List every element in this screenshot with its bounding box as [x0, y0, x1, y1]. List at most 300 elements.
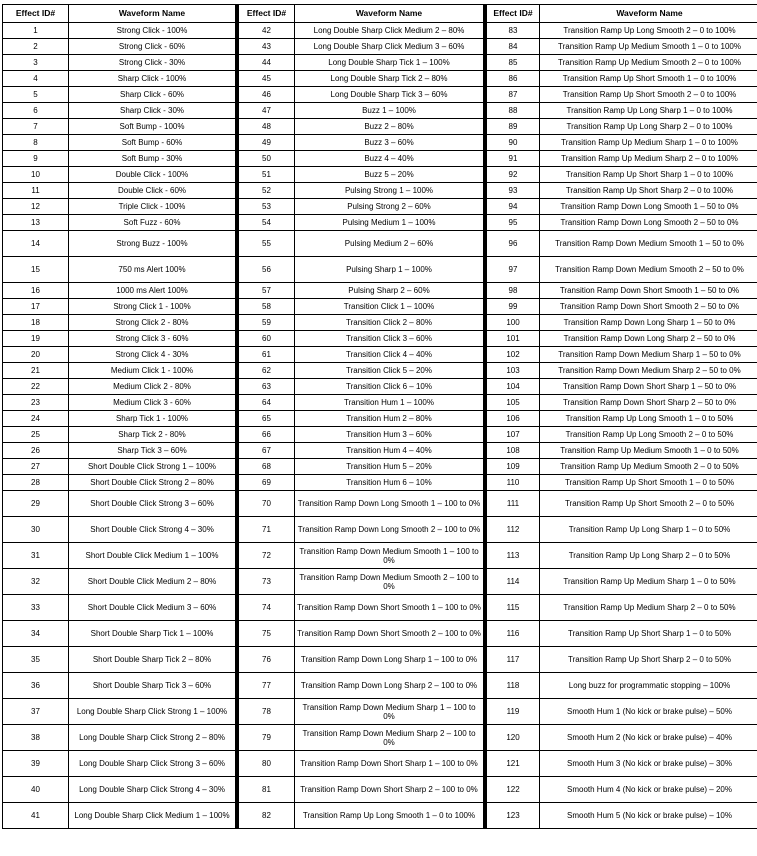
- table-row: [238, 411, 484, 427]
- table-row: [238, 215, 484, 231]
- effect-id-cell: 81: [238, 777, 295, 803]
- effect-id-cell: 88: [486, 103, 540, 119]
- effect-id-cell: 66: [238, 427, 295, 443]
- effect-id-cell: 33: [3, 595, 69, 621]
- table-row: [238, 135, 484, 151]
- table-row: [238, 283, 484, 299]
- table-row: [486, 199, 757, 215]
- table-row: [3, 199, 236, 215]
- effect-id-cell: 70: [238, 491, 295, 517]
- effect-id-cell: 22: [3, 379, 69, 395]
- table-row: [486, 23, 757, 39]
- waveform-name-cell: Pulsing Sharp 1 – 100%: [295, 257, 484, 283]
- effect-id-cell: 93: [486, 183, 540, 199]
- table-row: [3, 151, 236, 167]
- effect-id-cell: 10: [3, 167, 69, 183]
- waveform-name-cell: Transition Ramp Down Medium Smooth 2 – 100 to 0%: [295, 569, 484, 595]
- waveform-name-cell: Transition Hum 1 – 100%: [295, 395, 484, 411]
- waveform-name-cell: Short Double Click Strong 3 – 60%: [69, 491, 236, 517]
- effect-id-cell: 39: [3, 751, 69, 777]
- table-row: [3, 427, 236, 443]
- waveform-name-cell: Long Double Sharp Click Strong 4 – 30%: [69, 777, 236, 803]
- waveform-name-cell: Transition Ramp Down Medium Sharp 1 – 50 to 0%: [540, 347, 757, 363]
- waveform-name-cell: Smooth Hum 2 (No kick or brake pulse) – 40%: [540, 725, 757, 751]
- effect-id-cell: 117: [486, 647, 540, 673]
- waveform-name-cell: Transition Ramp Down Long Sharp 1 – 50 to 0%: [540, 315, 757, 331]
- effect-id-cell: 32: [3, 569, 69, 595]
- effect-id-cell: 63: [238, 379, 295, 395]
- effect-id-cell: 18: [3, 315, 69, 331]
- effect-id-cell: 7: [3, 119, 69, 135]
- table-row: [238, 151, 484, 167]
- table-row: [486, 71, 757, 87]
- effect-id-cell: 82: [238, 803, 295, 829]
- effect-id-cell: 109: [486, 459, 540, 475]
- table-row: [486, 621, 757, 647]
- table-row: [3, 257, 236, 283]
- effect-id-cell: 26: [3, 443, 69, 459]
- effect-id-cell: 116: [486, 621, 540, 647]
- table-row: [486, 517, 757, 543]
- effect-id-cell: 31: [3, 543, 69, 569]
- table-row: [486, 39, 757, 55]
- table-row: [3, 673, 236, 699]
- waveform-name-cell: Long Double Sharp Tick 1 – 100%: [295, 55, 484, 71]
- effect-id-cell: 111: [486, 491, 540, 517]
- effect-id-cell: 9: [3, 151, 69, 167]
- waveform-name-cell: Buzz 5 – 20%: [295, 167, 484, 183]
- effect-id-cell: 16: [3, 283, 69, 299]
- effect-id-cell: 79: [238, 725, 295, 751]
- table-row: [238, 569, 484, 595]
- waveform-name-cell: Smooth Hum 4 (No kick or brake pulse) – 20%: [540, 777, 757, 803]
- effect-id-cell: 55: [238, 231, 295, 257]
- waveform-name-cell: Transition Ramp Up Long Sharp 1 – 0 to 50%: [540, 517, 757, 543]
- table-row: [3, 621, 236, 647]
- effect-id-cell: 105: [486, 395, 540, 411]
- effect-id-cell: 84: [486, 39, 540, 55]
- waveform-name-cell: Long Double Sharp Click Medium 2 – 80%: [295, 23, 484, 39]
- effect-id-cell: 96: [486, 231, 540, 257]
- waveform-name-cell: Pulsing Medium 1 – 100%: [295, 215, 484, 231]
- effect-id-cell: 119: [486, 699, 540, 725]
- effect-id-cell: 1: [3, 23, 69, 39]
- table-row: [486, 231, 757, 257]
- table-row: [238, 621, 484, 647]
- table-row: [486, 595, 757, 621]
- table-row: [3, 183, 236, 199]
- waveform-name-header: Waveform Name: [295, 5, 484, 23]
- waveform-name-cell: Buzz 1 – 100%: [295, 103, 484, 119]
- effect-id-cell: 85: [486, 55, 540, 71]
- table-row: [486, 167, 757, 183]
- waveform-name-cell: Transition Ramp Down Short Sharp 1 – 50 to 0%: [540, 379, 757, 395]
- waveform-name-cell: Transition Click 6 – 10%: [295, 379, 484, 395]
- effect-id-cell: 27: [3, 459, 69, 475]
- table-row: [486, 151, 757, 167]
- effect-id-cell: 65: [238, 411, 295, 427]
- waveform-name-cell: Transition Ramp Up Long Sharp 2 – 0 to 50%: [540, 543, 757, 569]
- waveform-name-cell: Transition Ramp Up Medium Sharp 1 – 0 to 50%: [540, 569, 757, 595]
- table-row: [238, 395, 484, 411]
- table-row: [486, 135, 757, 151]
- waveform-name-cell: Smooth Hum 3 (No kick or brake pulse) – 30%: [540, 751, 757, 777]
- table-block-1: [2, 4, 236, 829]
- effect-id-cell: 106: [486, 411, 540, 427]
- waveform-name-cell: Pulsing Strong 2 – 60%: [295, 199, 484, 215]
- effect-id-cell: 14: [3, 231, 69, 257]
- waveform-name-cell: Medium Click 1 - 100%: [69, 363, 236, 379]
- waveform-name-cell: Transition Ramp Up Short Sharp 1 – 0 to 100%: [540, 167, 757, 183]
- waveform-name-cell: Transition Ramp Up Short Smooth 2 – 0 to 50%: [540, 491, 757, 517]
- table-row: [486, 103, 757, 119]
- table-row: [3, 517, 236, 543]
- table-row: [238, 673, 484, 699]
- waveform-name-cell: Long Double Sharp Tick 2 – 80%: [295, 71, 484, 87]
- waveform-name-cell: Double Click - 100%: [69, 167, 236, 183]
- table-row: [3, 283, 236, 299]
- table-row: [486, 777, 757, 803]
- table-row: [3, 299, 236, 315]
- table-row: [3, 119, 236, 135]
- table-row: [486, 215, 757, 231]
- waveform-name-cell: Smooth Hum 5 (No kick or brake pulse) – 10%: [540, 803, 757, 829]
- waveform-name-cell: Strong Click 2 - 80%: [69, 315, 236, 331]
- waveform-name-cell: Transition Hum 4 – 40%: [295, 443, 484, 459]
- waveform-name-cell: Transition Ramp Down Long Smooth 1 – 50 to 0%: [540, 199, 757, 215]
- waveform-name-header: Waveform Name: [540, 5, 757, 23]
- waveform-name-cell: Transition Ramp Down Medium Smooth 2 – 50 to 0%: [540, 257, 757, 283]
- table-row: [486, 55, 757, 71]
- waveform-name-cell: Transition Ramp Down Long Smooth 2 – 100 to 0%: [295, 517, 484, 543]
- table-row: [486, 395, 757, 411]
- waveform-name-cell: Sharp Tick 1 - 100%: [69, 411, 236, 427]
- table-row: [3, 725, 236, 751]
- effect-id-cell: 89: [486, 119, 540, 135]
- table-row: [238, 459, 484, 475]
- effect-id-cell: 95: [486, 215, 540, 231]
- effect-id-cell: 112: [486, 517, 540, 543]
- effect-id-cell: 68: [238, 459, 295, 475]
- effect-id-cell: 110: [486, 475, 540, 491]
- table-row: [238, 257, 484, 283]
- effect-id-cell: 13: [3, 215, 69, 231]
- table-row: [238, 443, 484, 459]
- waveform-name-cell: 1000 ms Alert 100%: [69, 283, 236, 299]
- waveform-name-cell: Soft Bump - 30%: [69, 151, 236, 167]
- table-row: [238, 87, 484, 103]
- waveform-name-cell: Pulsing Medium 2 – 60%: [295, 231, 484, 257]
- waveform-name-cell: Transition Ramp Down Long Smooth 2 – 50 to 0%: [540, 215, 757, 231]
- table-row: [238, 167, 484, 183]
- waveform-name-cell: Transition Ramp Down Medium Sharp 2 – 50 to 0%: [540, 363, 757, 379]
- effect-id-cell: 104: [486, 379, 540, 395]
- waveform-name-cell: Double Click - 60%: [69, 183, 236, 199]
- waveform-name-cell: Transition Ramp Down Medium Sharp 2 – 100 to 0%: [295, 725, 484, 751]
- effect-id-cell: 94: [486, 199, 540, 215]
- waveform-name-cell: Transition Ramp Down Short Smooth 1 – 100 to 0%: [295, 595, 484, 621]
- effect-id-cell: 75: [238, 621, 295, 647]
- waveform-name-cell: Buzz 3 – 60%: [295, 135, 484, 151]
- table-block-2: [236, 4, 484, 829]
- table-row: [238, 543, 484, 569]
- effect-id-cell: 15: [3, 257, 69, 283]
- table-row: [486, 647, 757, 673]
- waveform-name-cell: Strong Click - 30%: [69, 55, 236, 71]
- table-row: [486, 491, 757, 517]
- waveform-name-cell: Transition Click 4 – 40%: [295, 347, 484, 363]
- table-row: [486, 331, 757, 347]
- table-row: [238, 347, 484, 363]
- effect-id-cell: 72: [238, 543, 295, 569]
- waveform-name-cell: Transition Hum 6 – 10%: [295, 475, 484, 491]
- waveform-name-cell: Soft Fuzz - 60%: [69, 215, 236, 231]
- effect-id-cell: 122: [486, 777, 540, 803]
- waveform-name-cell: Soft Bump - 100%: [69, 119, 236, 135]
- waveform-name-cell: Transition Hum 2 – 80%: [295, 411, 484, 427]
- effect-id-cell: 37: [3, 699, 69, 725]
- waveform-name-cell: Strong Click - 60%: [69, 39, 236, 55]
- table-row: [3, 475, 236, 491]
- waveform-name-cell: Short Double Click Strong 2 – 80%: [69, 475, 236, 491]
- waveform-name-cell: Transition Ramp Down Short Sharp 2 – 50 to 0%: [540, 395, 757, 411]
- waveform-name-cell: Transition Ramp Up Short Sharp 2 – 0 to 50%: [540, 647, 757, 673]
- table-row: [3, 699, 236, 725]
- table-row: [238, 363, 484, 379]
- waveform-name-cell: Transition Ramp Up Long Sharp 2 – 0 to 100%: [540, 119, 757, 135]
- header-row: [3, 5, 236, 23]
- waveform-name-cell: Buzz 2 – 80%: [295, 119, 484, 135]
- table-row: [486, 283, 757, 299]
- waveform-name-cell: Transition Ramp Down Long Sharp 1 – 100 to 0%: [295, 647, 484, 673]
- waveform-name-cell: Short Double Sharp Tick 3 – 60%: [69, 673, 236, 699]
- effect-id-cell: 123: [486, 803, 540, 829]
- waveform-name-cell: Transition Ramp Up Medium Smooth 1 – 0 to 100%: [540, 39, 757, 55]
- effect-id-cell: 38: [3, 725, 69, 751]
- effect-id-cell: 100: [486, 315, 540, 331]
- table-row: [3, 459, 236, 475]
- table-row: [486, 751, 757, 777]
- effect-id-cell: 102: [486, 347, 540, 363]
- table-row: [486, 183, 757, 199]
- waveform-name-cell: Long Double Sharp Click Strong 3 – 60%: [69, 751, 236, 777]
- waveform-name-cell: Transition Click 2 – 80%: [295, 315, 484, 331]
- effect-id-cell: 51: [238, 167, 295, 183]
- table-row: [238, 517, 484, 543]
- table-row: [238, 699, 484, 725]
- table-row: [238, 331, 484, 347]
- table-block-3: [484, 4, 757, 829]
- effect-id-cell: 6: [3, 103, 69, 119]
- waveform-name-cell: Transition Ramp Up Short Smooth 1 – 0 to 50%: [540, 475, 757, 491]
- effect-id-cell: 74: [238, 595, 295, 621]
- table-row: [486, 257, 757, 283]
- table-row: [486, 673, 757, 699]
- waveform-name-cell: Transition Ramp Down Short Sharp 1 – 100 to 0%: [295, 751, 484, 777]
- effect-id-cell: 62: [238, 363, 295, 379]
- table-row: [238, 491, 484, 517]
- waveform-name-cell: Transition Ramp Down Short Sharp 2 – 100 to 0%: [295, 777, 484, 803]
- waveform-name-cell: Short Double Click Strong 1 – 100%: [69, 459, 236, 475]
- table-row: [3, 331, 236, 347]
- effect-id-cell: 71: [238, 517, 295, 543]
- table-row: [238, 315, 484, 331]
- table-row: [3, 443, 236, 459]
- table-row: [3, 751, 236, 777]
- waveform-name-cell: Medium Click 2 - 80%: [69, 379, 236, 395]
- waveform-name-cell: Sharp Click - 30%: [69, 103, 236, 119]
- table-row: [238, 23, 484, 39]
- effect-id-cell: 78: [238, 699, 295, 725]
- effect-id-cell: 118: [486, 673, 540, 699]
- table-row: [486, 699, 757, 725]
- table-row: [238, 183, 484, 199]
- table-row: [238, 427, 484, 443]
- effect-id-cell: 41: [3, 803, 69, 829]
- effect-id-cell: 36: [3, 673, 69, 699]
- table-row: [3, 647, 236, 673]
- effect-id-header: Effect ID#: [3, 5, 69, 23]
- waveform-name-cell: Long Double Sharp Tick 3 – 60%: [295, 87, 484, 103]
- effect-id-cell: 114: [486, 569, 540, 595]
- waveform-name-cell: Transition Ramp Up Long Sharp 1 – 0 to 100%: [540, 103, 757, 119]
- effect-id-cell: 97: [486, 257, 540, 283]
- waveform-name-cell: Transition Ramp Down Medium Sharp 1 – 100 to 0%: [295, 699, 484, 725]
- waveform-name-cell: Transition Click 1 – 100%: [295, 299, 484, 315]
- table-row: [486, 443, 757, 459]
- effect-id-cell: 50: [238, 151, 295, 167]
- waveform-name-cell: Transition Ramp Down Long Sharp 2 – 100 to 0%: [295, 673, 484, 699]
- effect-id-cell: 67: [238, 443, 295, 459]
- effect-id-cell: 107: [486, 427, 540, 443]
- table-row: [486, 87, 757, 103]
- waveform-name-cell: Transition Hum 3 – 60%: [295, 427, 484, 443]
- effect-id-header: Effect ID#: [486, 5, 540, 23]
- effect-id-cell: 69: [238, 475, 295, 491]
- table-row: [3, 569, 236, 595]
- effect-id-cell: 113: [486, 543, 540, 569]
- table-row: [486, 543, 757, 569]
- waveform-name-cell: Short Double Click Medium 2 – 80%: [69, 569, 236, 595]
- table-row: [238, 475, 484, 491]
- table-row: [238, 803, 484, 829]
- effect-id-cell: 46: [238, 87, 295, 103]
- effect-id-cell: 57: [238, 283, 295, 299]
- table-row: [238, 725, 484, 751]
- table-row: [486, 119, 757, 135]
- waveform-name-cell: Transition Ramp Up Medium Smooth 1 – 0 to 50%: [540, 443, 757, 459]
- table-row: [3, 411, 236, 427]
- waveform-name-cell: Sharp Tick 2 - 80%: [69, 427, 236, 443]
- waveform-name-cell: Short Double Sharp Tick 1 – 100%: [69, 621, 236, 647]
- effect-id-cell: 61: [238, 347, 295, 363]
- effect-id-cell: 90: [486, 135, 540, 151]
- waveform-name-cell: Transition Ramp Down Medium Smooth 1 – 100 to 0%: [295, 543, 484, 569]
- table-row: [238, 71, 484, 87]
- table-row: [238, 199, 484, 215]
- waveform-name-cell: Strong Click 3 - 60%: [69, 331, 236, 347]
- effect-id-cell: 56: [238, 257, 295, 283]
- waveform-name-cell: 750 ms Alert 100%: [69, 257, 236, 283]
- table-row: [3, 777, 236, 803]
- effect-id-cell: 59: [238, 315, 295, 331]
- waveform-name-cell: Transition Ramp Up Medium Sharp 2 – 0 to 100%: [540, 151, 757, 167]
- waveform-name-cell: Short Double Sharp Tick 2 – 80%: [69, 647, 236, 673]
- table-row: [238, 647, 484, 673]
- waveform-name-cell: Short Double Click Medium 3 – 60%: [69, 595, 236, 621]
- effect-id-cell: 101: [486, 331, 540, 347]
- waveform-name-cell: Pulsing Strong 1 – 100%: [295, 183, 484, 199]
- effect-id-cell: 76: [238, 647, 295, 673]
- table-row: [486, 459, 757, 475]
- waveform-name-cell: Transition Ramp Up Long Smooth 2 – 0 to 50%: [540, 427, 757, 443]
- waveform-name-cell: Medium Click 3 - 60%: [69, 395, 236, 411]
- effect-id-cell: 11: [3, 183, 69, 199]
- table-row: [238, 39, 484, 55]
- effect-id-cell: 91: [486, 151, 540, 167]
- waveform-name-cell: Transition Ramp Down Long Sharp 2 – 50 to 0%: [540, 331, 757, 347]
- effect-id-cell: 120: [486, 725, 540, 751]
- waveform-name-cell: Transition Ramp Down Short Smooth 1 – 50 to 0%: [540, 283, 757, 299]
- effect-id-cell: 54: [238, 215, 295, 231]
- effect-id-cell: 4: [3, 71, 69, 87]
- waveform-name-header: Waveform Name: [69, 5, 236, 23]
- effect-id-cell: 53: [238, 199, 295, 215]
- table-row: [238, 299, 484, 315]
- waveform-name-cell: Transition Click 5 – 20%: [295, 363, 484, 379]
- table-row: [3, 595, 236, 621]
- effect-id-cell: 83: [486, 23, 540, 39]
- waveform-name-cell: Transition Hum 5 – 20%: [295, 459, 484, 475]
- effect-id-cell: 3: [3, 55, 69, 71]
- waveform-name-cell: Strong Click - 100%: [69, 23, 236, 39]
- effect-id-cell: 86: [486, 71, 540, 87]
- waveform-name-cell: Transition Ramp Up Short Sharp 2 – 0 to 100%: [540, 183, 757, 199]
- table-row: [3, 71, 236, 87]
- table-row: [486, 475, 757, 491]
- table-row: [3, 39, 236, 55]
- effect-id-cell: 42: [238, 23, 295, 39]
- effect-id-cell: 20: [3, 347, 69, 363]
- table-row: [486, 363, 757, 379]
- table-row: [3, 363, 236, 379]
- table-row: [486, 299, 757, 315]
- effects-table: [2, 4, 755, 829]
- effect-id-cell: 98: [486, 283, 540, 299]
- table-row: [238, 595, 484, 621]
- effect-id-cell: 108: [486, 443, 540, 459]
- waveform-name-cell: Transition Ramp Up Long Smooth 1 – 0 to 100%: [295, 803, 484, 829]
- waveform-name-cell: Transition Ramp Up Long Smooth 1 – 0 to 50%: [540, 411, 757, 427]
- waveform-name-cell: Transition Ramp Down Short Smooth 2 – 100 to 0%: [295, 621, 484, 647]
- effect-id-cell: 12: [3, 199, 69, 215]
- effect-id-cell: 24: [3, 411, 69, 427]
- effect-id-cell: 92: [486, 167, 540, 183]
- table-row: [3, 543, 236, 569]
- effect-id-header: Effect ID#: [238, 5, 295, 23]
- effect-id-cell: 21: [3, 363, 69, 379]
- waveform-name-cell: Long buzz for programmatic stopping – 100%: [540, 673, 757, 699]
- header-row: [238, 5, 484, 23]
- table-row: [238, 379, 484, 395]
- effect-id-cell: 99: [486, 299, 540, 315]
- effect-id-cell: 30: [3, 517, 69, 543]
- effect-id-cell: 64: [238, 395, 295, 411]
- effect-id-cell: 77: [238, 673, 295, 699]
- table-row: [238, 55, 484, 71]
- effect-id-cell: 52: [238, 183, 295, 199]
- effect-id-cell: 34: [3, 621, 69, 647]
